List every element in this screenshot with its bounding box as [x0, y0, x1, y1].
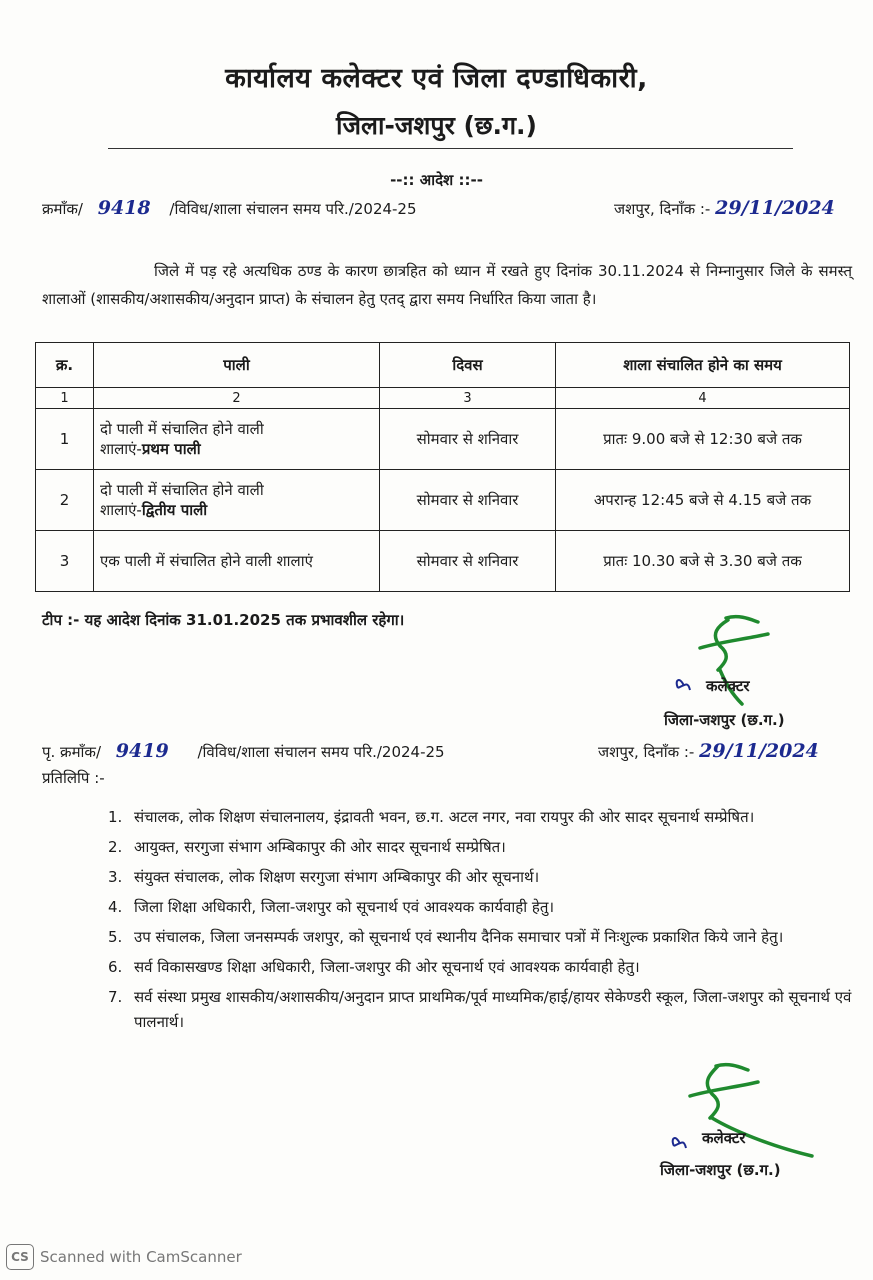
row-shift-prefix: शालाएं- — [100, 440, 142, 458]
endorsement-no-handwritten: 9419 — [115, 740, 169, 762]
header-days: दिवस — [380, 343, 556, 388]
header-shift: पाली — [94, 343, 380, 388]
endorsement-no-label: पृ. क्रमाँक/ — [42, 743, 102, 761]
list-item-number: 3. — [108, 868, 123, 886]
row-sn: 1 — [36, 409, 94, 470]
row-shift-name: द्वितीय पाली — [141, 501, 208, 519]
endorsement-date-handwritten: 29/11/2024 — [699, 740, 819, 762]
list-item — [108, 865, 853, 890]
header-time: शाला संचालित होने का समय — [556, 343, 850, 388]
list-item-number: 7. — [108, 988, 123, 1006]
list-item-text: संचालक, लोक शिक्षण संचालनालय, इंद्रावती भवन, छ.ग. अटल नगर, नवा रायपुर की ओर सादर सूचनार्थ सम्प्रेषित। — [134, 808, 755, 826]
row-sn: 2 — [36, 470, 94, 531]
row-time: अपरान्ह 12:45 बजे से 4.15 बजे तक — [556, 470, 850, 531]
list-item-text: जिला शिक्षा अधिकारी, जिला-जशपुर को सूचनार्थ एवं आवश्यक कार्यवाही हेतु। — [134, 898, 555, 916]
table-row — [36, 409, 850, 470]
list-item-text: उप संचालक, जिला जनसम्पर्क जशपुर, को सूचनार्थ एवं स्थानीय दैनिक समाचार पत्रों में निःशुल्क प्रकाशित किये जाने हेतु। — [134, 928, 784, 946]
order-body-text: जिले में पड़ रहे अत्यधिक ठण्ड के कारण छात्रहित को ध्यान में रखते हुए दिनांक 30.11.2024 से निम्नानुसार जिले के समस्त् शालाओं (शासकीय/अशासकीय/अनुदान प्राप्त) के संचालन हेतु एतद् द्वारा समय निर्धारित किया जाता है। — [42, 262, 852, 308]
copy-recipient-list — [108, 805, 853, 1040]
row-days: सोमवार से शनिवार — [380, 470, 556, 531]
colnum-3: 3 — [380, 388, 556, 409]
list-item-text: सर्व संस्था प्रमुख शासकीय/अशासकीय/अनुदान प्राप्त प्राथमिक/पूर्व माध्यमिक/हाई/हायर सेकेण्डरी स्कूल, जिला-जशपुर को सूचनार्थ एवं पालनार्थ। — [134, 988, 852, 1031]
school-timing-table — [35, 342, 850, 592]
list-item — [108, 955, 853, 980]
row-shift — [94, 409, 380, 470]
copy-label: प्रतिलिपि :- — [42, 769, 105, 787]
table-header-row — [36, 343, 850, 388]
camscanner-text: Scanned with CamScanner — [40, 1248, 242, 1266]
camscanner-logo-icon: CS — [6, 1244, 34, 1270]
order-place-date-label: जशपुर, दिनाँक :- — [614, 200, 711, 218]
order-ref: /विविध/शाला संचालन समय परि./2024-25 — [169, 200, 417, 218]
list-item — [108, 925, 853, 950]
row-time: प्रातः 10.30 बजे से 3.30 बजे तक — [556, 531, 850, 592]
endorsement-ref: /विविध/शाला संचालन समय परि./2024-25 — [197, 743, 445, 761]
signature1-district: जिला-जशपुर (छ.ग.) — [664, 711, 785, 729]
order-no-label: क्रमाँक/ — [42, 200, 83, 218]
colnum-2: 2 — [94, 388, 380, 409]
district-heading: जिला-जशपुर (छ.ग.) — [336, 111, 537, 140]
order-date-handwritten: 29/11/2024 — [715, 197, 835, 219]
row-time: प्रातः 9.00 बजे से 12:30 बजे तक — [556, 409, 850, 470]
order-heading: --:: आदेश ::-- — [390, 171, 483, 189]
order-number-line — [42, 197, 417, 219]
list-item-number: 4. — [108, 898, 123, 916]
signature2-title: कलेक्टर — [702, 1129, 746, 1147]
row-days: सोमवार से शनिवार — [380, 409, 556, 470]
header-rule — [108, 148, 793, 149]
row-shift-prefix: शालाएं- — [100, 501, 142, 519]
list-item — [108, 985, 853, 1035]
list-item-text: आयुक्त, सरगुजा संभाग अम्बिकापुर की ओर सादर सूचनार्थ सम्प्रेषित। — [134, 838, 506, 856]
validity-note: टीप :- यह आदेश दिनांक 31.01.2025 तक प्रभावशील रहेगा। — [42, 611, 405, 629]
list-item-number: 2. — [108, 838, 123, 856]
endorsement-place-date-label: जशपुर, दिनाँक :- — [598, 743, 695, 761]
endorsement-date-line — [598, 740, 819, 762]
colnum-4: 4 — [556, 388, 850, 409]
order-no-handwritten: 9418 — [97, 197, 151, 219]
list-item-number: 1. — [108, 808, 123, 826]
table-colnum-row — [36, 388, 850, 409]
row-shift — [94, 470, 380, 531]
row-shift-line1: दो पाली में संचालित होने वाली — [100, 481, 264, 499]
row-shift-name: प्रथम पाली — [141, 440, 201, 458]
row-sn: 3 — [36, 531, 94, 592]
list-item-number: 5. — [108, 928, 123, 946]
signature2-district: जिला-जशपुर (छ.ग.) — [660, 1161, 781, 1179]
header-sn: क्र. — [36, 343, 94, 388]
colnum-1: 1 — [36, 388, 94, 409]
table-row — [36, 470, 850, 531]
row-shift: एक पाली में संचालित होने वाली शालाएं — [94, 531, 380, 592]
list-item-text: संयुक्त संचालक, लोक शिक्षण सरगुजा संभाग अम्बिकापुर की ओर सूचनार्थ। — [134, 868, 540, 886]
endorsement-number-line — [42, 740, 445, 762]
row-days: सोमवार से शनिवार — [380, 531, 556, 592]
office-heading: कार्यालय कलेक्टर एवं जिला दण्डाधिकारी, — [225, 63, 648, 94]
list-item — [108, 895, 853, 920]
camscanner-watermark — [6, 1244, 242, 1270]
table-row — [36, 531, 850, 592]
list-item — [108, 805, 853, 830]
list-item — [108, 835, 853, 860]
list-item-text: सर्व विकासखण्ड शिक्षा अधिकारी, जिला-जशपुर की ओर सूचनार्थ एवं आवश्यक कार्यवाही हेतु। — [134, 958, 640, 976]
list-item-number: 6. — [108, 958, 123, 976]
signature1-title: कलेक्टर — [706, 677, 750, 695]
order-date-line — [614, 197, 835, 219]
row-shift-line1: दो पाली में संचालित होने वाली — [100, 420, 264, 438]
